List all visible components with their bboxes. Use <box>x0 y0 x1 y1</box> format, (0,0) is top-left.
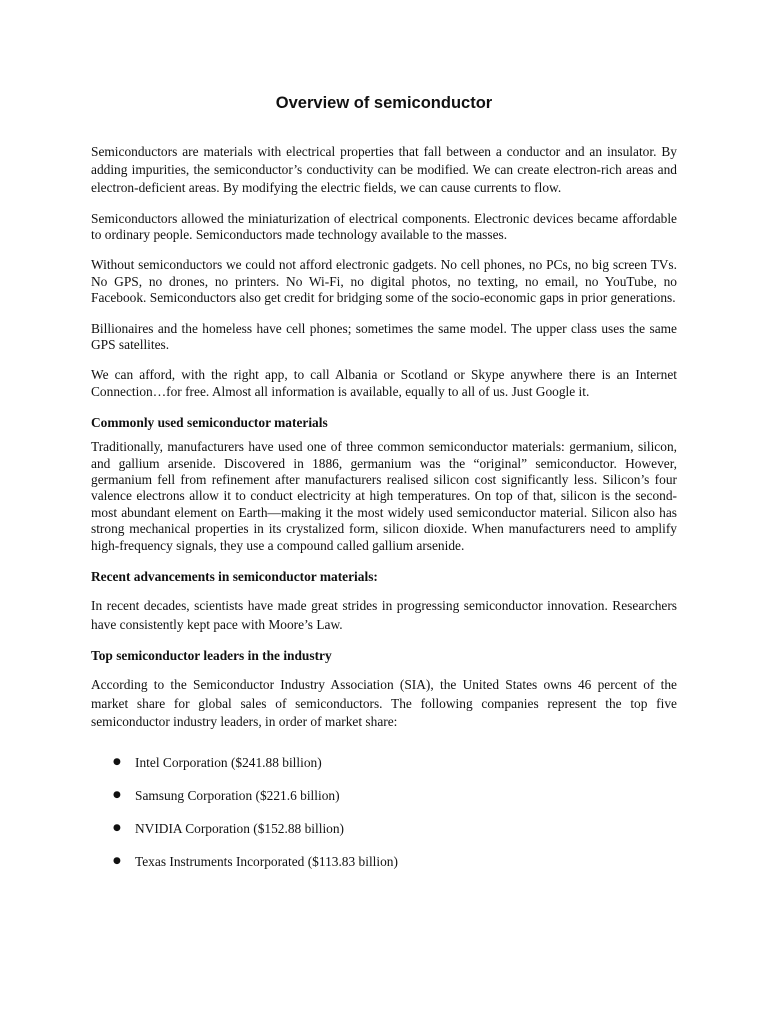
section-heading-advancements: Recent advancements in semiconductor materials: <box>91 569 378 585</box>
list-item <box>91 853 677 870</box>
list-item <box>91 754 677 771</box>
section-text-materials: Traditionally, manufacturers have used one of three common semiconductor materials: germanium, silicon, and gallium arsenide. Discovered in 1886, germanium was the “original” semiconductor. However, germanium fell from refinement after manufacturers realised silicon cost significantly less. Silicon’s four valence electrons allow it to conduct electricity at high temperatures. On top of that, silicon is the second-most abundant element on Earth—making it the most widely used semiconductor material. Silicon also has strong mechanical properties in its crystalized form, silicon dioxide. When manufacturers need to amplify high-frequency signals, they use a compound called gallium arsenide. <box>91 439 677 553</box>
page-title: Overview of semiconductor <box>275 94 493 112</box>
intro-paragraph: Semiconductors are materials with electrical properties that fall between a conductor and an insulator. By adding impurities, the semiconductor’s conductivity can be modified. We can create electron-rich areas and electron-deficient areas. By modifying the electric fields, we can cause currents to flow. <box>91 144 677 196</box>
section-text-advancements: In recent decades, scientists have made great strides in progressing semiconductor innovation. Researchers have consistently kept pace with Moore’s Law. <box>91 598 677 632</box>
company-label: Intel Corporation ($241.88 billion) <box>135 755 322 771</box>
billionaires-paragraph: Billionaires and the homeless have cell phones; sometimes the same model. The upper class uses the same GPS satellites. <box>91 320 677 353</box>
company-label: Samsung Corporation ($221.6 billion) <box>135 788 340 804</box>
section-text-leaders: According to the Semiconductor Industry Association (SIA), the United States owns 46 percent of the market share for global sales of semiconductors. The following companies represent the top five semiconductor industry leaders, in order of market share: <box>91 677 677 730</box>
list-item <box>91 787 677 804</box>
afford-paragraph: We can afford, with the right app, to call Albania or Scotland or Skype anywhere there is an Internet Connection…for free. Almost all information is available, equally to all of us. Just Google it. <box>91 367 677 399</box>
list-item <box>91 820 677 837</box>
section-heading-materials: Commonly used semiconductor materials <box>91 415 328 431</box>
company-label: NVIDIA Corporation ($152.88 billion) <box>135 821 345 837</box>
bullet-icon: ● <box>113 856 121 867</box>
bullet-icon: ● <box>113 823 121 834</box>
company-label: Texas Instruments Incorporated ($113.83 billion) <box>135 854 398 870</box>
miniaturization-paragraph: Semiconductors allowed the miniaturization of electrical components. Electronic devices became affordable to ordinary people. Semiconductors made technology available to the masses. <box>91 210 677 243</box>
company-list <box>91 754 677 870</box>
bullet-icon: ● <box>113 790 121 801</box>
gadgets-paragraph: Without semiconductors we could not afford electronic gadgets. No cell phones, no PCs, no big screen TVs. No GPS, no drones, no printers. No Wi-Fi, no digital photos, no texting, no email, no YouTube, no Facebook. Semiconductors also get credit for bridging some of the socio-economic gaps in prior generations. <box>91 257 677 306</box>
section-heading-leaders: Top semiconductor leaders in the industry <box>91 648 332 664</box>
bullet-icon: ● <box>113 757 121 768</box>
